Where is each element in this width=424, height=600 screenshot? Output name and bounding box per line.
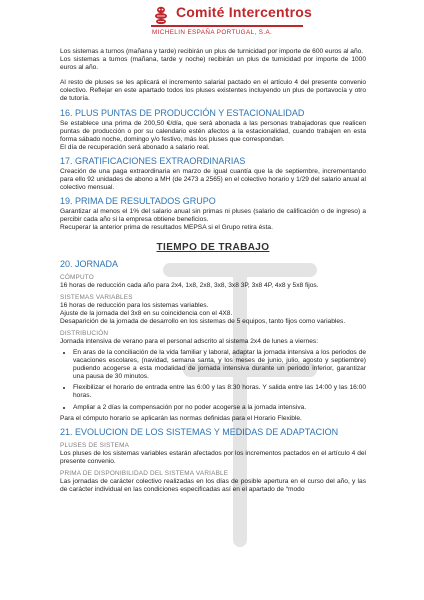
section-16-heading: 16. PLUS PUNTAS DE PRODUCCIÓN Y ESTACIONALIDAD	[60, 107, 305, 118]
brand-divider	[151, 25, 303, 27]
section-19-paragraph-1: Garantizar al menos el 1% del salario anual sin primas ni pluses (salario de calificación o de ingreso) a percibir cada año si la empresa obtiene beneficios.	[60, 208, 366, 224]
page-header	[0, 0, 424, 48]
list-item: • En aras de la conciliación de la vida familiar y laboral, adaptar la jornada intensiva a los periodos de vacaciones escolares, (navidad, semana santa, y los meses de junio, julio, agosto y septiembre) pudiendo acogerse a esta modalidad de jornada intensiva durante un periodo inferior, garantizar una pausa de 30 minutos.	[73, 349, 366, 381]
document-body	[60, 48, 366, 494]
section-17-heading: 17. GRATIFICACIONES EXTRAORDINARIAS	[60, 155, 246, 166]
distribucion-text: Jornada intensiva de verano para el personal adscrito al sistema 2x4 de lunes a viernes:	[60, 337, 319, 345]
computo-text: 16 horas de reducción cada año para 2x4, 1x8, 2x8, 3x8, 3x8 3P, 3x8 4P, 4x8 y 5x8 fijos.	[60, 281, 319, 289]
sistemas-variables-line-3: Desaparición de la jornada de desarrollo en los sistemas de 5 equipos, tanto fijos como variables.	[60, 317, 346, 325]
section-17-paragraph-1: Creación de una paga extraordinaria en marzo de igual cuantía que la de septiembre, incrementando para ello 92 unidades de abono a MH (de 2473 a 2565) en el colectivo horario y 1/29 del salario anual al colectivo mensual.	[60, 167, 366, 192]
sistemas-variables-line-1: 16 horas de reducción para los sistemas variables.	[60, 301, 209, 309]
section-16-paragraph-2: El día de recuperación será abonado a salario real.	[60, 143, 210, 151]
sistemas-variables-label: SISTEMAS VARIABLES	[60, 293, 133, 301]
list-item: • Flexibilizar el horario de entrada entre las 6:00 y las 8:30 horas. Y salida entre las 14:00 y las 16:00 horas.	[73, 384, 366, 400]
distribucion-label: DISTRIBUCIÓN	[60, 329, 109, 337]
brand-title: Comité Intercentros	[176, 4, 313, 20]
intro-paragraph-1: Los sistemas a turnos (mañana y tarde) recibirán un plus de turnicidad por importe de 600 euros al año.	[60, 48, 364, 55]
section-20-heading: 20. JORNADA	[60, 258, 119, 269]
list-item: • Ampliar a 2 días la compensación por no poder acogerse a la jornada intensiva.	[73, 404, 366, 412]
section-16-paragraph-1: Se establece una prima de 200,50 €/día, que será abonada a las personas trabajadoras que realicen puntas de producción o por su calendario estén afectos a la estacionalidad, cuando trabajen en esta forma sábado noche, domingo y/o festivo, más los pluses que correspondan.	[60, 119, 366, 143]
michelin-man-icon	[152, 6, 170, 26]
section-19-heading: 19. PRIMA DE RESULTADOS GRUPO	[60, 196, 216, 207]
computo-label: CÓMPUTO	[60, 273, 94, 281]
intro-paragraph-2: Los sistemas a turnos (mañana, tarde y noche) recibirán un plus de turnicidad por importe de 1000 euros al año.	[60, 56, 366, 72]
chapter-title: TIEMPO DE TRABAJO	[156, 241, 270, 253]
computo-horario-note: Para el cómputo horario se aplicarán las normas definidas para el Horario Flexible.	[60, 414, 302, 422]
prima-disponibilidad-label: PRIMA DE DISPONIBILIDAD DEL SISTEMA VARIABLE	[60, 469, 229, 477]
prima-disponibilidad-text: Las jornadas de carácter colectivo realizadas en los días de posible apertura en el curso del año, y las de carácter individual en las condiciones especificadas así en el apartado de “modo	[60, 477, 366, 493]
section-19-paragraph-2: Recuperar la anterior prima de resultados MEPSA si el Grupo retira ésta.	[60, 224, 273, 232]
brand-subtitle: MICHELIN ESPAÑA PORTUGAL, S.A.	[152, 29, 273, 36]
section-21-heading: 21. EVOLUCION DE LOS SISTEMAS Y MEDIDAS DE ADAPTACION	[60, 426, 339, 437]
pluses-sistema-text: Los pluses de los sistemas variables estarán afectados por los incrementos pactados en el artículo 4 del presente convenio.	[60, 449, 366, 465]
intro-paragraph-3: Al resto de pluses se les aplicará el incremento salarial pactado en el artículo 4 del presente convenio colectivo. Reflejar en este apartado todos los pluses existentes incluyendo un plus de portavocía y otro de tutoría.	[60, 79, 366, 103]
distribucion-list	[60, 349, 366, 412]
sistemas-variables-line-2: Ajuste de la jornada del 3x8 en su coincidencia con el 4X8.	[60, 309, 233, 317]
pluses-sistema-label: PLUSES DE SISTEMA	[60, 441, 130, 449]
